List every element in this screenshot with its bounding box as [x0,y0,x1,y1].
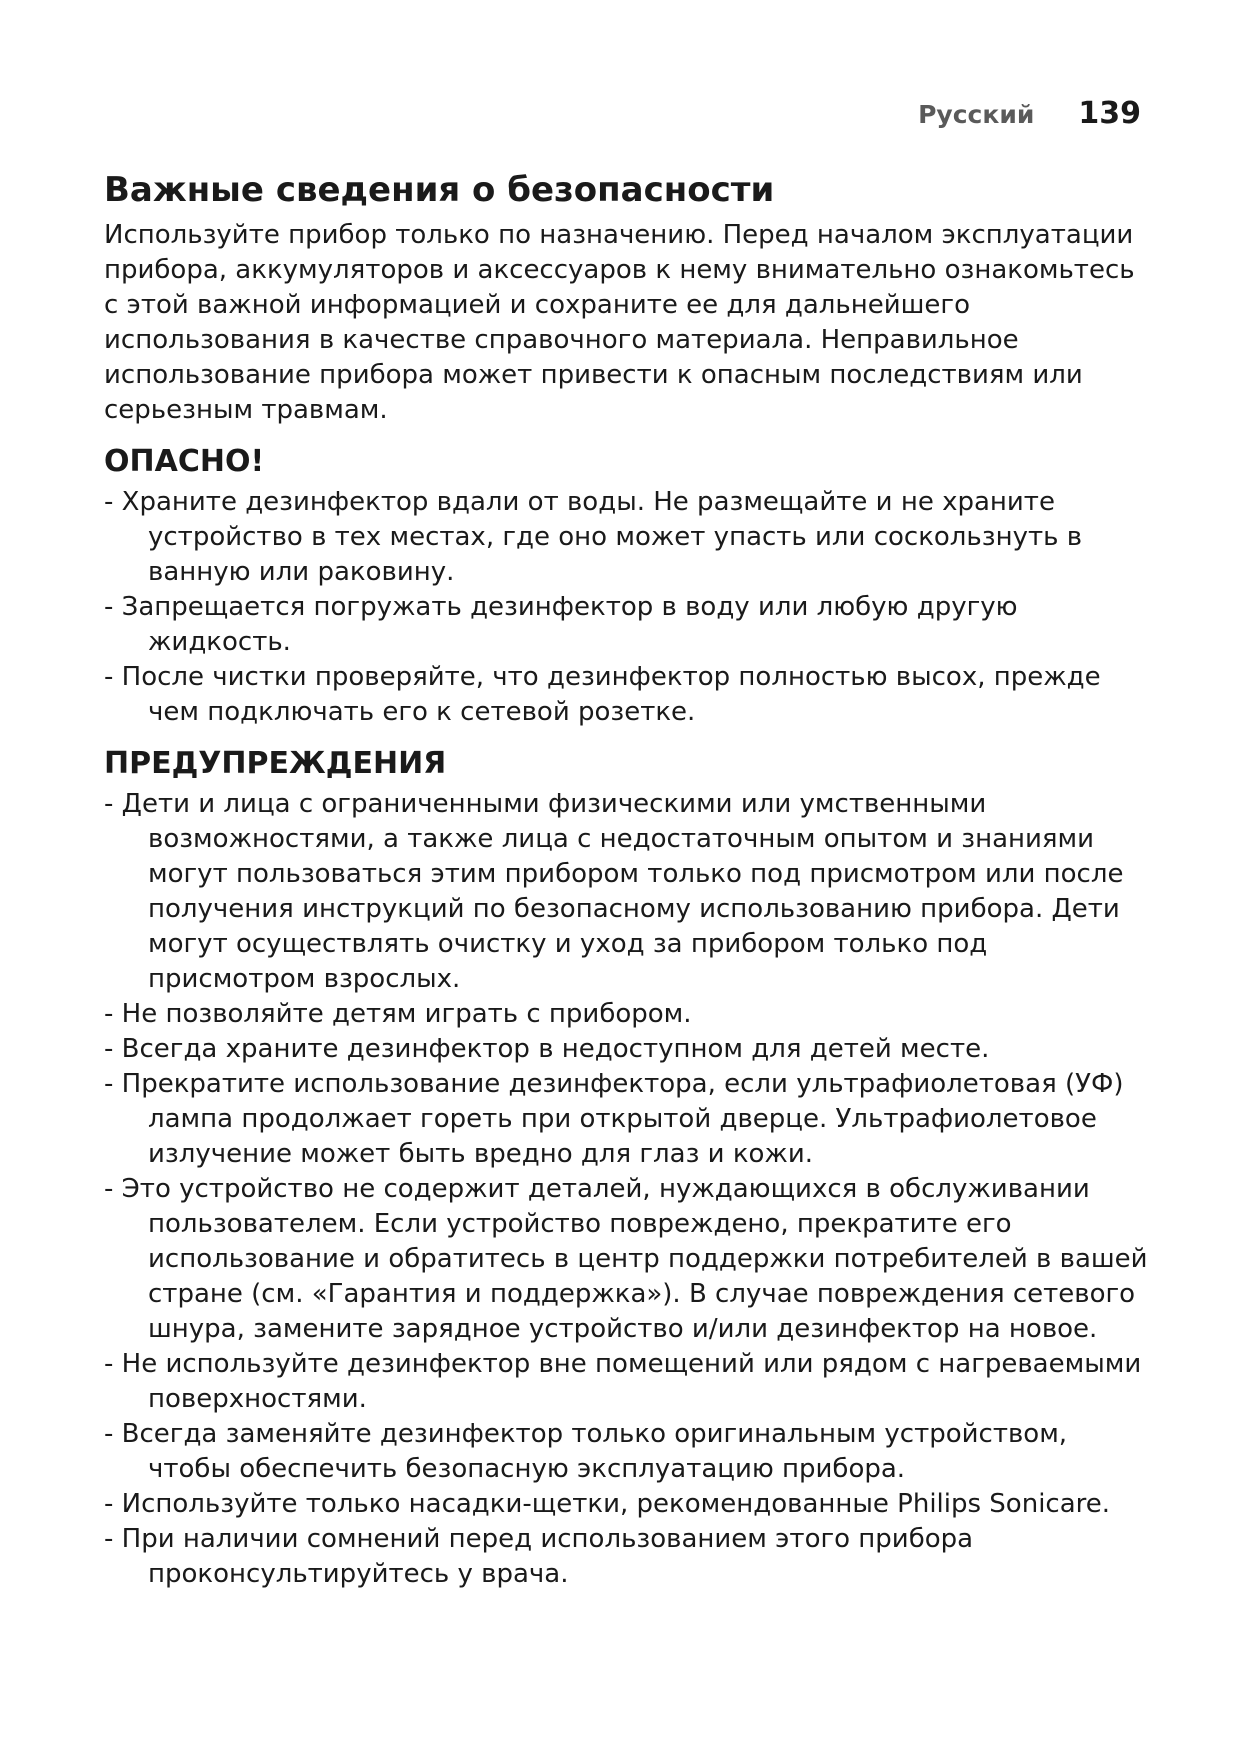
list-item: - Всегда заменяйте дезинфектор только оригинальным устройством, чтобы обеспечить безопасную эксплуатацию прибора. [104,1417,1149,1487]
page-number: 139 [1078,96,1141,131]
list-item: - Храните дезинфектор вдали от воды. Не размещайте и не храните устройство в тех местах, где оно может упасть или соскользнуть в ванную или раковину. [104,485,1149,590]
document-body [104,168,1149,1592]
page-header [918,96,1141,131]
list-item: - Не позволяйте детям играть с прибором. [104,997,1149,1032]
page-title: Важные сведения о безопасности [104,170,775,210]
list-item: - Всегда храните дезинфектор в недоступном для детей месте. [104,1032,1149,1067]
list-item: - Используйте только насадки-щетки, рекомендованные Philips Sonicare. [104,1487,1149,1522]
danger-heading: ОПАСНО! [104,444,265,480]
list-item: - Запрещается погружать дезинфектор в воду или любую другую жидкость. [104,590,1149,660]
list-item: - Дети и лица с ограниченными физическими или умственными возможностями, а также лица с недостаточным опытом и знаниями могут пользоваться этим прибором только под присмотром или после получения инструкций по безопасному использованию прибора. Дети могут осуществлять очистку и уход за прибором только под присмотром взрослых. [104,787,1149,997]
list-item: - При наличии сомнений перед использованием этого прибора проконсультируйтесь у врача. [104,1522,1149,1592]
warnings-list [104,787,1149,1592]
list-item: - После чистки проверяйте, что дезинфектор полностью высох, прежде чем подключать его к сетевой розетке. [104,660,1149,730]
list-item: - Прекратите использование дезинфектора, если ультрафиолетовая (УФ) лампа продолжает гореть при открытой дверце. Ультрафиолетовое излучение может быть вредно для глаз и кожи. [104,1067,1149,1172]
language-label: Русский [918,100,1035,129]
danger-list [104,485,1149,730]
intro-paragraph: Используйте прибор только по назначению. Перед началом эксплуатации прибора, аккумуляторов и аксессуаров к нему внимательно ознакомьтесь с этой важной информацией и сохраните ее для дальнейшего использования в качестве справочного материала. Неправильное использование прибора может привести к опасным последствиям или серьезным травмам. [104,220,1135,426]
warnings-heading: ПРЕДУПРЕЖДЕНИЯ [104,746,447,782]
list-item: - Не используйте дезинфектор вне помещений или рядом с нагреваемыми поверхностями. [104,1347,1149,1417]
list-item: - Это устройство не содержит деталей, нуждающихся в обслуживании пользователем. Если устройство повреждено, прекратите его использование и обратитесь в центр поддержки потребителей в вашей стране (см. «Гарантия и поддержка»). В случае повреждения сетевого шнура, замените зарядное устройство и/или дезинфектор на новое. [104,1172,1149,1347]
